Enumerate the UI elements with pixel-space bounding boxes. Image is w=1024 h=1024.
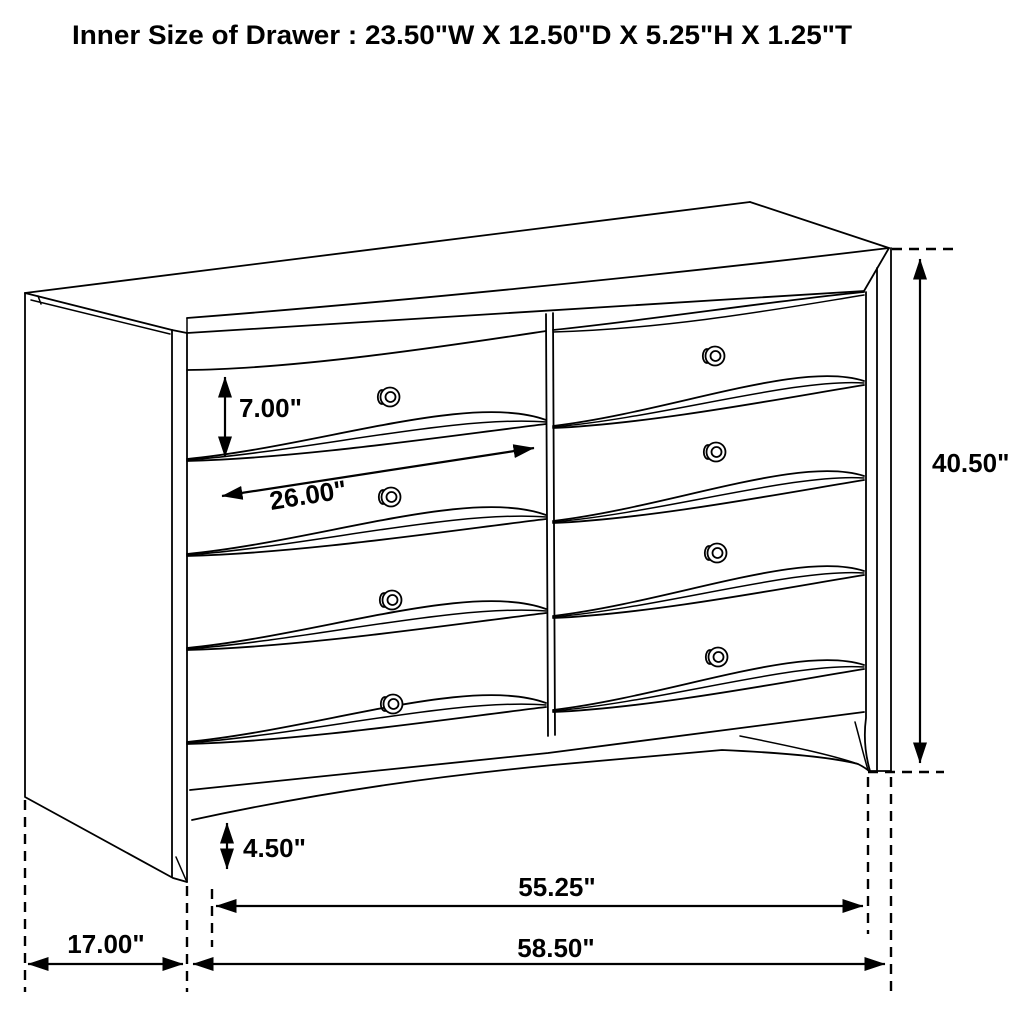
dimension-annotations [28, 259, 1009, 964]
side-panel [25, 293, 187, 882]
drawer-knob [379, 488, 401, 507]
dimension-label-drawer-front-height: 7.00" [239, 393, 302, 423]
diagram-title: Inner Size of Drawer : 23.50"W X 12.50"D X 5.25"H X 1.25"T [72, 20, 853, 50]
top-panel [25, 202, 889, 333]
drawer-knob [704, 443, 726, 462]
dimension-side-depth [28, 929, 183, 964]
dimension-drawer-width [222, 448, 534, 516]
drawer-knob [378, 388, 400, 407]
extension-lines [25, 249, 958, 996]
dimension-overall-height [920, 259, 1009, 763]
dimension-drawer-front-height [225, 377, 302, 457]
dimension-label-side-depth: 17.00" [67, 929, 145, 959]
base-apron [190, 712, 870, 820]
center-divider [546, 313, 555, 736]
dresser-drawing [25, 202, 891, 882]
right-post [855, 248, 891, 771]
dimension-inner-feet-width [216, 872, 863, 906]
dimension-label-overall-width: 58.50" [517, 933, 595, 963]
drawer-knob [706, 648, 728, 667]
drawer-knob [380, 591, 402, 610]
drawer-knob [703, 347, 725, 366]
dimension-label-overall-height: 40.50" [932, 448, 1010, 478]
dimension-overall-width [193, 933, 885, 964]
dimension-base-clearance-height [227, 823, 306, 869]
dimension-label-drawer-width: 26.00" [267, 474, 349, 516]
dimension-label-inner-feet-width: 55.25" [518, 872, 596, 902]
dimension-label-base-clearance-height: 4.50" [243, 833, 306, 863]
drawer-knob [381, 695, 403, 714]
drawer-knob [705, 544, 727, 563]
